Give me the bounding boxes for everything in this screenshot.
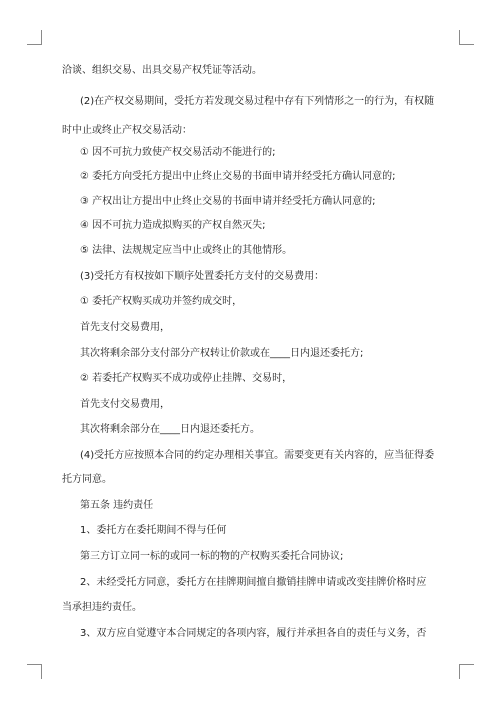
text-line: ③ 产权出让方提出中止终止交易的书面申请并经受托方确认同意的; (80, 196, 376, 207)
text-line: 托方同意。 (62, 474, 112, 485)
text-line: (4)受托方应按照本合同的约定办理相关事宜。需要变更有关内容的，应当征得委 (80, 450, 435, 461)
text-line: 第三方订立同一标的或同一标的物的产权购买委托合同协议; (80, 551, 344, 562)
text-line: ② 委托方向受托方提出中止终止交易的书面申请并经受托方确认同意的; (80, 171, 396, 182)
text-line: ① 委托产权购买成功并签约成交时， (80, 296, 243, 307)
crop-mark-bottom-right (459, 664, 474, 679)
section-heading: 第五条 违约责任 (80, 500, 154, 511)
text-line: 其次将剩余部分支付部分产权转让价款或在____日内退还委托方; (80, 348, 364, 359)
text-line: ① 因不可抗力致使产权交易活动不能进行的; (80, 147, 276, 158)
text-line: 洽谈、组织交易、出具交易产权凭证等活动。 (62, 65, 262, 76)
text-line: (3)受托方有权按如下顺序处置委托方支付的交易费用： (80, 271, 325, 282)
text-line: 其次将剩余部分在____日内退还委托方。 (80, 424, 260, 435)
text-line: (2)在产权交易期间，受托方若发现交易过程中存有下列情形之一的行为，有权随 (80, 96, 435, 107)
text-line: 首先支付交易费用， (80, 399, 170, 410)
text-line: 1、委托方在委托期间不得与任何 (80, 525, 227, 536)
text-line: ⑤ 法律、法规规定应当中止或终止的其他情形。 (80, 245, 293, 256)
text-line: 3、双方应自觉遵守本合同规定的各项内容，履行并承担各自的责任与义务，否 (80, 628, 427, 639)
text-line: 首先支付交易费用， (80, 322, 170, 333)
crop-mark-bottom-left (27, 664, 42, 679)
text-line: 当承担违约责任。 (62, 602, 142, 613)
text-line: 时中止或终止产权交易活动： (62, 125, 192, 136)
text-line: 2、未经受托方同意，委托方在挂牌期间擅自撤销挂牌申请或改变挂牌价格时应 (80, 577, 427, 588)
crop-mark-top-left (27, 30, 42, 45)
text-line: ④ 因不可抗力造成拟购买的产权自然灭失; (80, 220, 266, 231)
crop-mark-top-right (459, 30, 474, 45)
text-line: ② 若委托产权购买不成功或停止挂牌、交易时， (80, 373, 293, 384)
